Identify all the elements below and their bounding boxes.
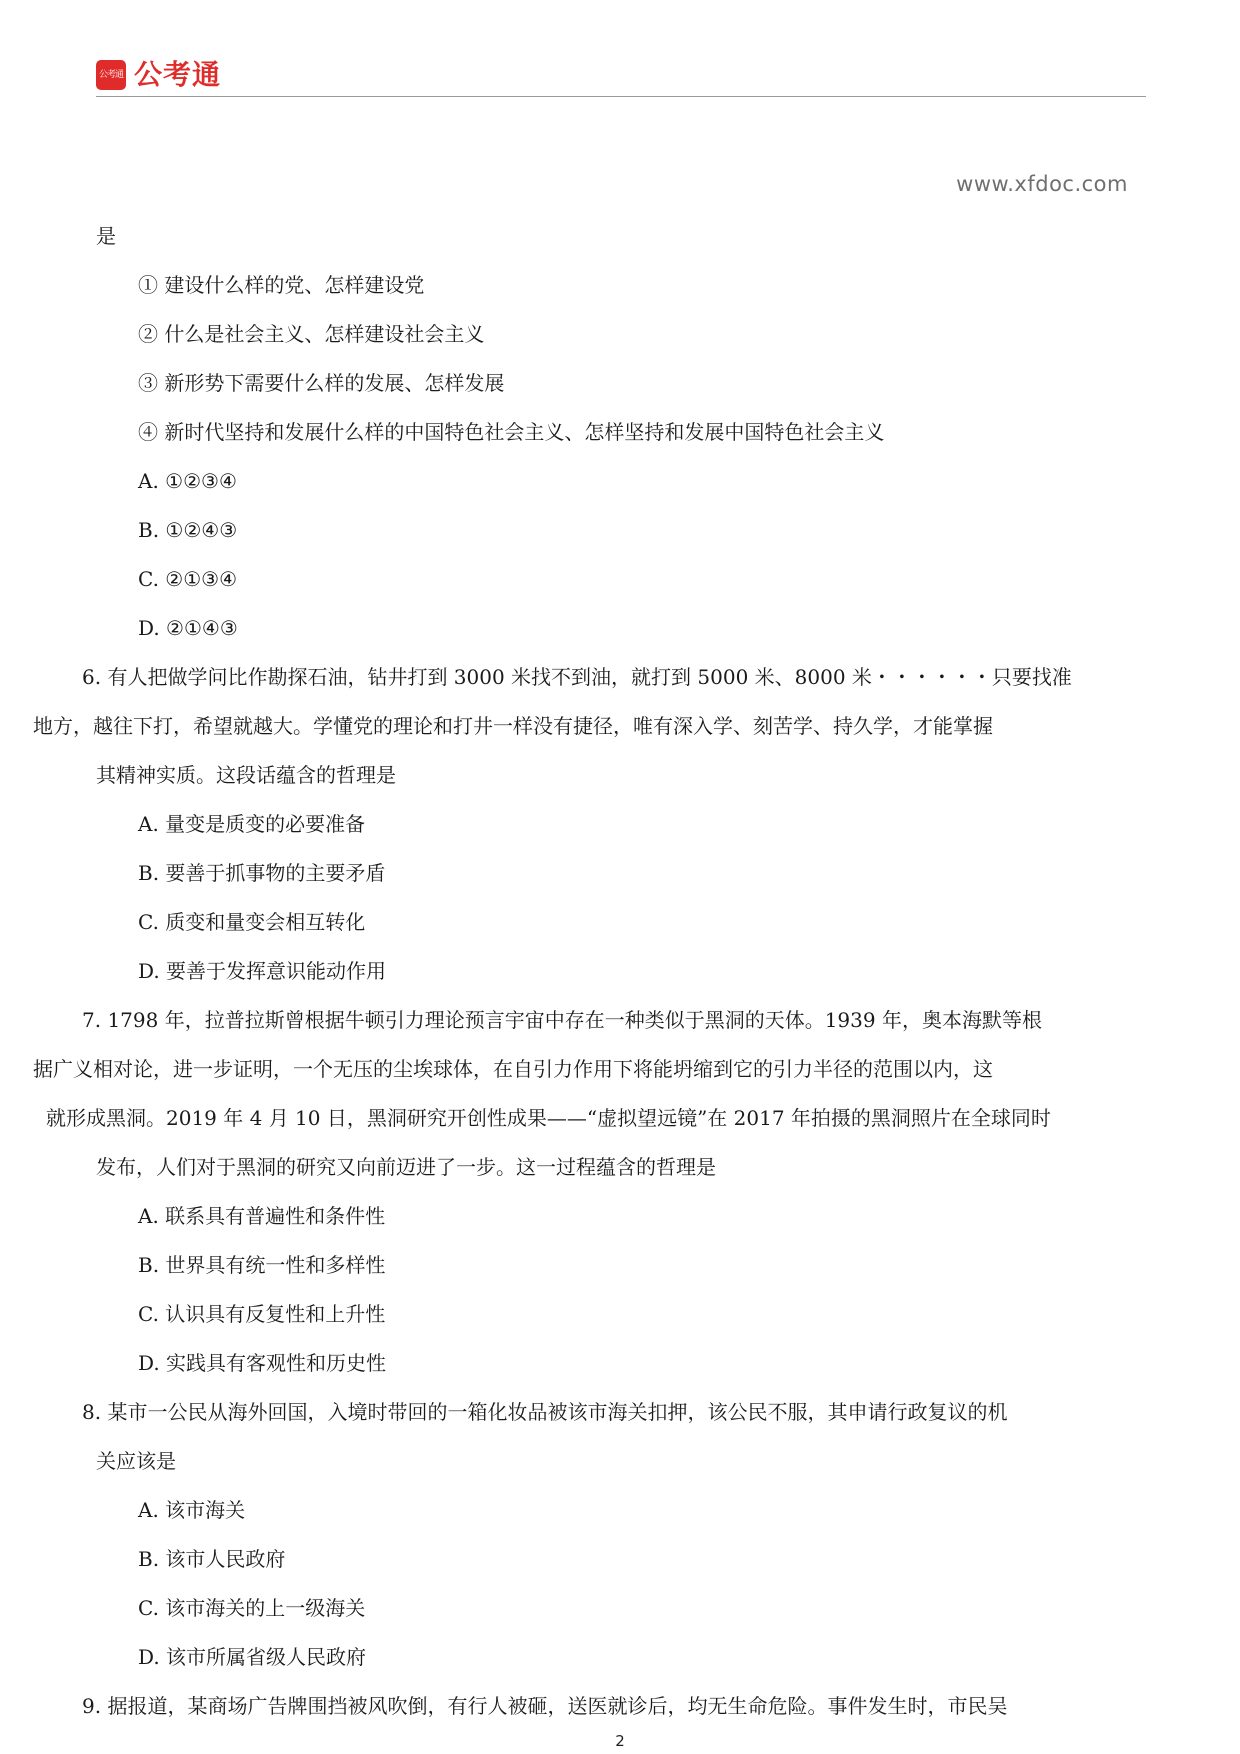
page-number: 2 [615, 1732, 625, 1750]
text-line: C. 该市海关的上一级海关 [138, 1596, 366, 1620]
header-divider [96, 96, 1146, 97]
text-line: 关应该是 [96, 1449, 176, 1473]
text-line: D. 该市所属省级人民政府 [138, 1645, 367, 1669]
watermark-url: www.xfdoc.com [956, 172, 1128, 196]
page-header [96, 58, 1146, 98]
text-line: 8. 某市一公民从海外回国，入境时带回的一箱化妆品被该市海关扣押，该公民不服，其申请行政复议的机 [82, 1400, 1008, 1424]
text-line: B. 要善于抓事物的主要矛盾 [138, 861, 386, 885]
text-line: B. 世界具有统一性和多样性 [138, 1253, 386, 1277]
text-line: A. 量变是质变的必要准备 [138, 812, 366, 836]
text-line: ① 建设什么样的党、怎样建设党 [138, 273, 425, 297]
text-line: A. ①②③④ [138, 469, 237, 493]
text-line: 其精神实质。这段话蕴含的哲理是 [96, 763, 396, 787]
text-line: D. ②①④③ [138, 616, 238, 640]
text-line: 9. 据报道，某商场广告牌围挡被风吹倒，有行人被砸，送医就诊后，均无生命危险。事件发生时，市民吴 [82, 1694, 1008, 1718]
logo-text: 公考通 [134, 58, 222, 91]
text-line: C. 质变和量变会相互转化 [138, 910, 366, 934]
text-line: D. 要善于发挥意识能动作用 [138, 959, 387, 983]
text-line: 据广义相对论，进一步证明，一个无压的尘埃球体，在自引力作用下将能坍缩到它的引力半径的范围以内，这 [33, 1057, 993, 1081]
text-line: A. 联系具有普遍性和条件性 [138, 1204, 386, 1228]
logo-icon: 公考通 [96, 60, 126, 90]
text-line: 发布，人们对于黑洞的研究又向前迈进了一步。这一过程蕴含的哲理是 [96, 1155, 716, 1179]
text-line: A. 该市海关 [138, 1498, 246, 1522]
text-line: D. 实践具有客观性和历史性 [138, 1351, 387, 1375]
text-line: ② 什么是社会主义、怎样建设社会主义 [138, 322, 485, 346]
text-line: ③ 新形势下需要什么样的发展、怎样发展 [138, 371, 505, 395]
text-line: 7. 1798 年，拉普拉斯曾根据牛顿引力理论预言宇宙中存在一种类似于黑洞的天体。1939 年，奥本海默等根 [82, 1008, 1042, 1032]
text-line: C. ②①③④ [138, 567, 238, 591]
text-line: ④ 新时代坚持和发展什么样的中国特色社会主义、怎样坚持和发展中国特色社会主义 [138, 420, 885, 444]
text-line: B. 该市人民政府 [138, 1547, 286, 1571]
text-line: 地方，越往下打，希望就越大。学懂党的理论和打井一样没有捷径，唯有深入学、刻苦学、持久学，才能掌握 [33, 714, 993, 738]
text-line: 是 [96, 224, 116, 248]
text-line: C. 认识具有反复性和上升性 [138, 1302, 386, 1326]
text-line: 就形成黑洞。2019 年 4 月 10 日，黑洞研究开创性成果——“虚拟望远镜”在 2017 年拍摄的黑洞照片在全球同时 [46, 1106, 1051, 1130]
text-line: B. ①②④③ [138, 518, 238, 542]
text-line: 6. 有人把做学问比作勘探石油，钻井打到 3000 米找不到油，就打到 5000 米、8000 米・・・・・・只要找准 [82, 665, 1072, 689]
